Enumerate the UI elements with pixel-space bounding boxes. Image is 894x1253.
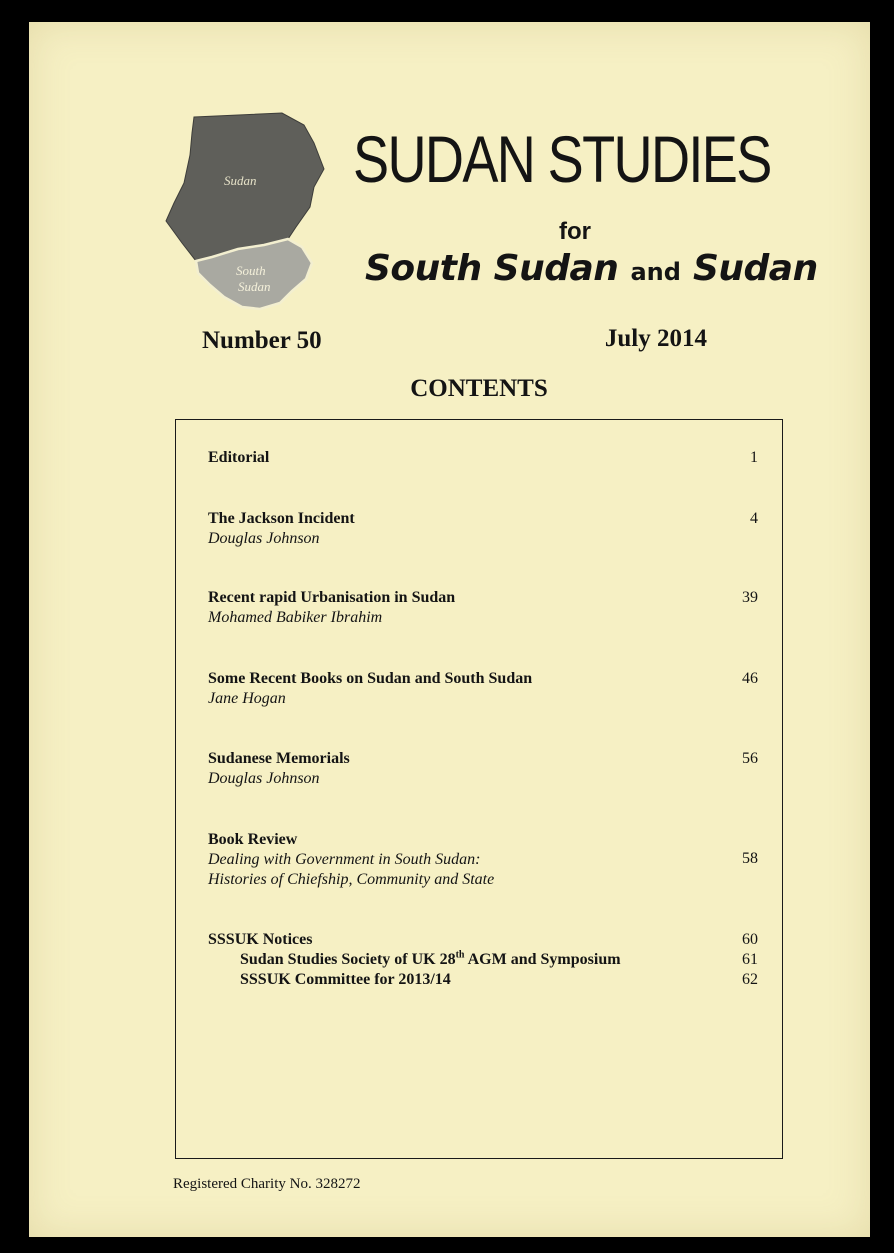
toc-title: The Jackson Incident — [208, 510, 355, 527]
map-label-south-1: South — [236, 263, 266, 278]
toc-entry-book-review — [208, 830, 758, 890]
journal-cover — [29, 22, 870, 1237]
toc-title: SSSUK Notices — [208, 931, 313, 948]
toc-author: Douglas Johnson — [208, 770, 320, 787]
toc-subtitle-line-2: Histories of Chiefship, Community and State — [208, 871, 495, 888]
toc-subentry-title-post: AGM and Symposium — [464, 951, 621, 968]
toc-entry-editorial — [208, 448, 758, 468]
toc-page: 58 — [742, 850, 758, 867]
sudan-map-logo — [164, 103, 334, 313]
toc-subentry-title: SSSUK Committee for 2013/14 — [240, 971, 451, 988]
toc-page: 39 — [742, 589, 758, 606]
toc-page: 46 — [742, 670, 758, 687]
toc-page: 1 — [750, 449, 758, 466]
contents-heading: CONTENTS — [410, 375, 548, 402]
map-label-south-2: Sudan — [238, 279, 271, 294]
toc-subentry-title — [240, 950, 758, 970]
toc-entry-recent-books — [208, 669, 758, 709]
journal-subtitle — [365, 248, 818, 289]
toc-title: Recent rapid Urbanisation in Sudan — [208, 589, 456, 606]
toc-page: 62 — [742, 971, 758, 988]
toc-author: Mohamed Babiker Ibrahim — [208, 609, 383, 626]
toc-subentry-title-sup: th — [455, 949, 465, 961]
toc-title: Sudanese Memorials — [208, 750, 350, 767]
toc-subentry-title-pre: Sudan Studies Society of UK 28 — [240, 951, 456, 968]
toc-subtitle-line-1: Dealing with Government in South Sudan: — [208, 851, 481, 868]
subtitle-part1: South Sudan — [365, 248, 619, 289]
toc-entry-sssuk-notices — [208, 930, 758, 950]
charity-number: Registered Charity No. 328272 — [173, 1176, 361, 1192]
issue-number: Number 50 — [202, 327, 322, 354]
toc-entry-urbanisation — [208, 588, 758, 628]
toc-title: Some Recent Books on Sudan and South Sudan — [208, 670, 533, 687]
toc-page: 61 — [742, 951, 758, 968]
subtitle-and: and — [630, 258, 681, 286]
title-for: for — [559, 218, 591, 245]
contents-box — [175, 419, 783, 1159]
issue-date: July 2014 — [604, 325, 707, 352]
toc-entry-jackson — [208, 509, 758, 549]
map-label-north: Sudan — [224, 173, 257, 188]
toc-title: Editorial — [208, 449, 270, 466]
toc-page: 60 — [742, 931, 758, 948]
toc-page: 4 — [750, 510, 758, 527]
subtitle-part2: Sudan — [692, 248, 818, 289]
toc-author: Douglas Johnson — [208, 530, 320, 547]
journal-title: SUDAN STUDIES — [353, 122, 771, 196]
toc-page: 56 — [742, 750, 758, 767]
toc-title: Book Review — [208, 831, 298, 848]
toc-subentry-committee — [240, 970, 758, 990]
toc-subentry-agm — [240, 950, 758, 970]
toc-entry-memorials — [208, 749, 758, 789]
toc-author: Jane Hogan — [208, 690, 286, 707]
